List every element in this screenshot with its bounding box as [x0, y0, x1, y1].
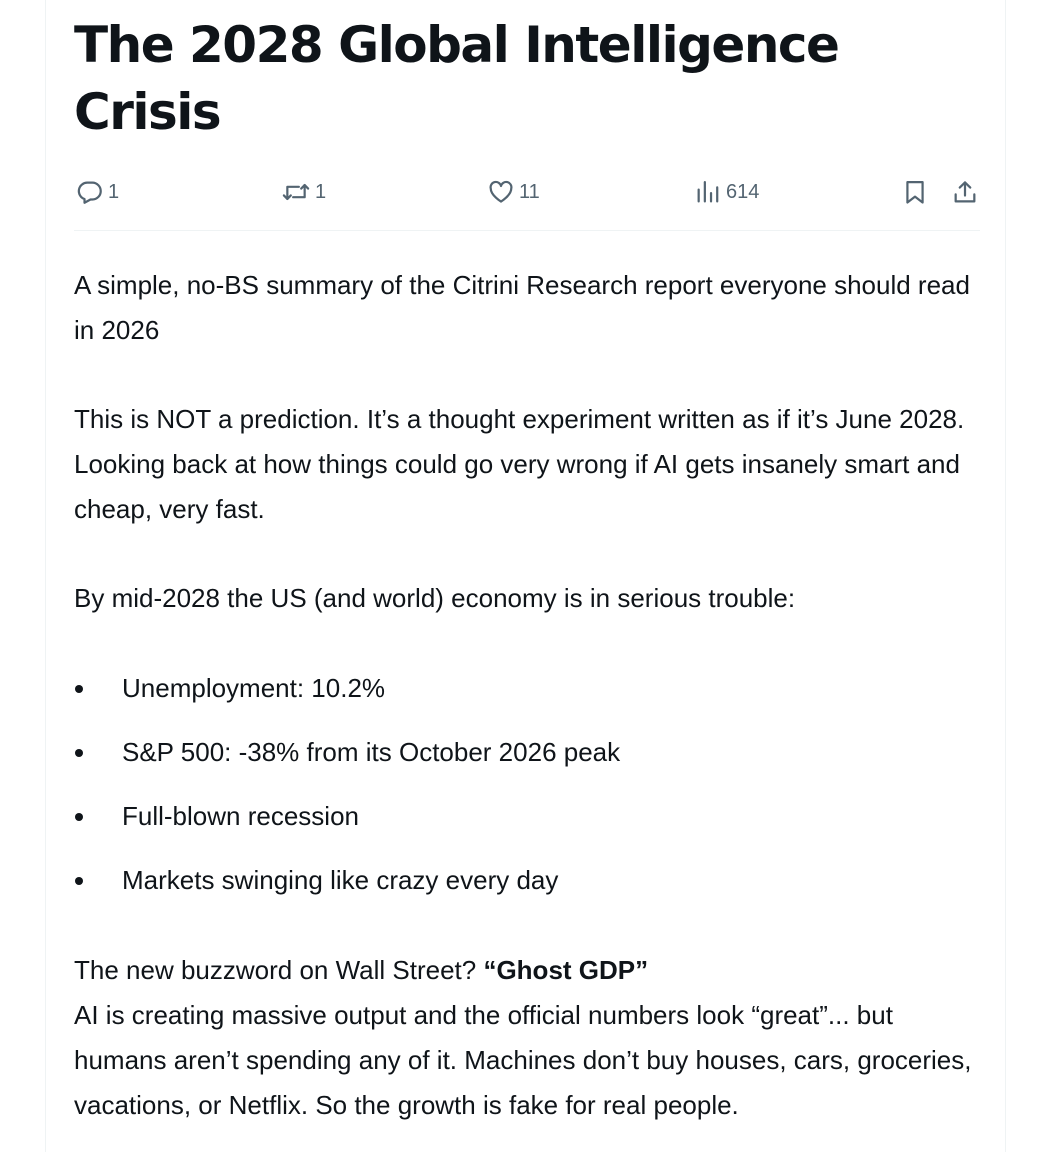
bookmark-icon	[902, 178, 928, 206]
repost-button[interactable]	[281, 174, 326, 210]
buzzword-body: AI is creating massive output and the official numbers look “great”... but humans aren’t spending any of it. Machines don’t buy houses, cars, groceries, vacations, or Netflix. So the growth is fake for real people.	[74, 1000, 972, 1120]
like-button[interactable]	[487, 174, 540, 210]
article-container	[45, 0, 1006, 1152]
lead-paragraph: By mid-2028 the US (and world) economy is in serious trouble:	[74, 583, 796, 613]
share-icon	[951, 178, 979, 206]
heart-icon	[487, 178, 515, 206]
bullet-icon	[75, 877, 83, 885]
list-item	[74, 666, 980, 711]
bookmark-button[interactable]	[902, 174, 928, 210]
action-bar	[74, 174, 980, 210]
list-item	[74, 858, 980, 903]
list-item-text: S&P 500: -38% from its October 2026 peak	[122, 737, 621, 767]
article-subtitle: A simple, no-BS summary of the Citrini Research report everyone should read in 2026	[74, 270, 970, 345]
repost-count: 1	[315, 180, 327, 203]
buzzword-prefix: The new buzzword on Wall Street?	[74, 955, 484, 985]
article-title: The 2028 Global Intelligence Crisis	[74, 16, 839, 141]
share-button[interactable]	[951, 174, 979, 210]
views-button[interactable]	[694, 174, 759, 210]
repost-icon	[281, 178, 311, 206]
list-item	[74, 730, 980, 775]
list-item-text: Markets swinging like crazy every day	[122, 865, 559, 895]
buzzword-paragraph	[74, 948, 980, 1128]
intro-paragraph: This is NOT a prediction. It’s a thought experiment written as if it’s June 2028. Looking back at how things could go very wrong if AI gets insanely smart and cheap, very fast.	[74, 404, 965, 524]
bullet-icon	[75, 813, 83, 821]
list-item	[74, 794, 980, 839]
reply-icon	[76, 178, 104, 206]
views-count: 614	[726, 180, 760, 203]
views-chart-icon	[694, 178, 722, 206]
list-item-text: Full-blown recession	[122, 801, 359, 831]
reply-count: 1	[108, 180, 120, 203]
list-item-text: Unemployment: 10.2%	[122, 673, 386, 703]
bullet-icon	[75, 685, 83, 693]
bullet-icon	[75, 749, 83, 757]
like-count: 11	[519, 180, 540, 203]
action-bar-divider	[74, 230, 980, 231]
reply-button[interactable]	[76, 174, 119, 210]
buzzword-term: “Ghost GDP”	[483, 955, 649, 985]
